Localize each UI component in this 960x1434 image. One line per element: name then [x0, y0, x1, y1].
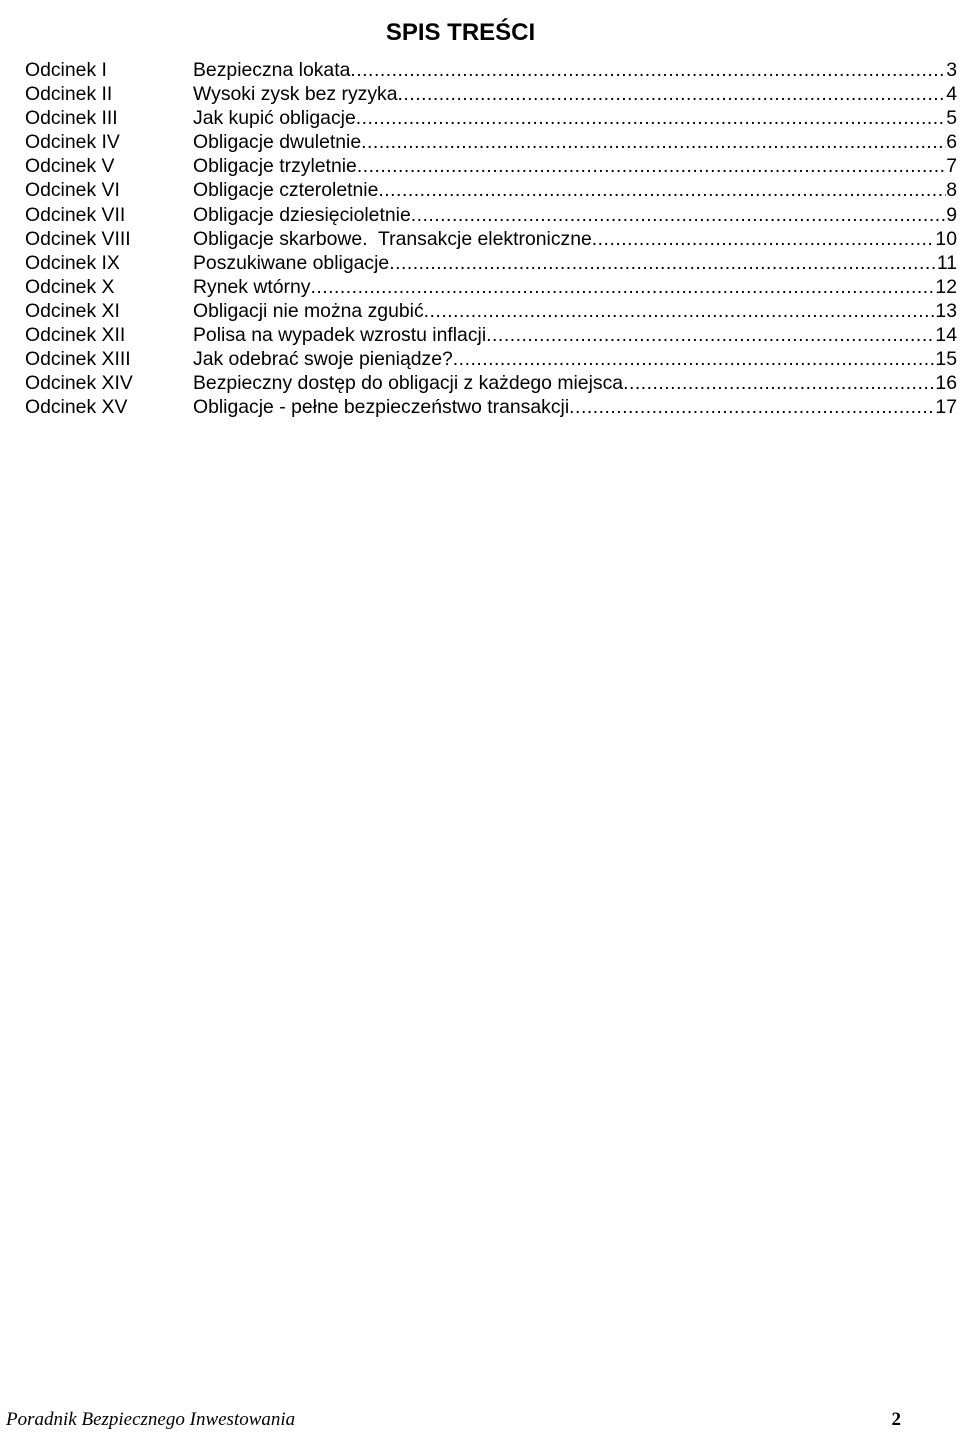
toc-row [25, 251, 957, 275]
toc-row [25, 275, 957, 299]
dot-leader [623, 371, 935, 395]
toc-row [25, 130, 957, 154]
toc-row [25, 323, 957, 347]
toc-chapter: Odcinek II [25, 83, 113, 106]
dot-leader [378, 178, 946, 202]
toc-chapter: Odcinek XV [25, 396, 128, 419]
toc-page-number: 10 [935, 227, 957, 250]
footer-publication-title: Poradnik Bezpiecznego Inwestowania [6, 1409, 296, 1430]
toc-chapter: Odcinek IX [25, 251, 120, 274]
toc-page-number: 13 [935, 299, 957, 322]
toc-page-number: 9 [946, 203, 957, 226]
page-footer [6, 1408, 901, 1432]
dot-leader [486, 323, 935, 347]
toc-page-number: 7 [946, 155, 957, 178]
toc-row [25, 227, 957, 251]
toc-page-number: 4 [946, 83, 957, 106]
toc-title: Obligacji nie można zgubić [193, 299, 424, 322]
toc-row [25, 58, 957, 82]
toc-chapter: Odcinek VI [25, 179, 120, 202]
toc-row [25, 299, 957, 323]
toc-chapter: Odcinek XIII [25, 348, 131, 371]
toc-page-number: 17 [935, 396, 957, 419]
dot-leader [411, 203, 946, 227]
toc-page-number: 12 [935, 275, 957, 298]
toc-page-number: 8 [946, 179, 957, 202]
toc-entry [193, 203, 957, 227]
toc-entry [193, 395, 957, 419]
dot-leader [361, 130, 946, 154]
toc-entry [193, 130, 957, 154]
toc-title: Obligacje dwuletnie [193, 131, 362, 154]
toc-chapter: Odcinek VIII [25, 227, 131, 250]
toc-page-number: 16 [935, 372, 957, 395]
toc-entry [193, 154, 957, 178]
toc-chapter: Odcinek VII [25, 203, 126, 226]
dot-leader [357, 154, 946, 178]
dot-leader [424, 299, 936, 323]
toc-entry [193, 275, 957, 299]
toc-entry [193, 371, 957, 395]
toc-title: Obligacje czteroletnie [193, 179, 379, 202]
toc-page-number: 6 [946, 131, 957, 154]
toc-chapter: Odcinek I [25, 59, 107, 81]
toc-row [25, 178, 957, 202]
dot-leader [389, 251, 937, 275]
toc-row [25, 371, 957, 395]
table-of-contents [25, 58, 957, 419]
toc-chapter: Odcinek XI [25, 299, 120, 322]
dot-leader [350, 58, 946, 82]
toc-entry [193, 82, 957, 106]
toc-entry [193, 251, 957, 275]
toc-entry [193, 227, 957, 251]
dot-leader [592, 227, 936, 251]
toc-title: Obligacje trzyletnie [193, 155, 357, 178]
toc-row [25, 154, 957, 178]
toc-chapter: Odcinek XIV [25, 372, 133, 395]
toc-title: Obligacje - pełne bezpieczeństwo transakcji [193, 396, 570, 419]
toc-title: Bezpieczny dostęp do obligacji z każdego miejsca [193, 372, 624, 395]
toc-title: Obligacje dziesięcioletnie [193, 203, 411, 226]
toc-page-number: 14 [935, 324, 957, 347]
toc-entry [193, 347, 957, 371]
toc-entry [193, 299, 957, 323]
toc-entry [193, 323, 957, 347]
toc-chapter: Odcinek XII [25, 324, 126, 347]
toc-page-number: 15 [935, 348, 957, 371]
toc-page-number: 3 [946, 59, 957, 81]
toc-chapter: Odcinek IV [25, 131, 120, 154]
toc-title: Jak kupić obligacje [193, 107, 356, 130]
toc-chapter: Odcinek III [25, 107, 118, 130]
toc-entry [193, 106, 957, 130]
dot-leader [453, 347, 936, 371]
toc-row [25, 395, 957, 419]
toc-title: Obligacje skarbowe. Transakcje elektroniczne [193, 227, 592, 250]
toc-entry [193, 178, 957, 202]
toc-title: Rynek wtórny [193, 275, 311, 298]
toc-entry [193, 58, 957, 82]
dot-leader [398, 82, 947, 106]
footer-page-number: 2 [891, 1409, 901, 1430]
toc-title: Jak odebrać swoje pieniądze? [193, 348, 453, 371]
toc-page-number: 5 [946, 107, 957, 130]
dot-leader [356, 106, 946, 130]
toc-row [25, 82, 957, 106]
toc-title: Poszukiwane obligacje [193, 251, 390, 274]
toc-row [25, 106, 957, 130]
toc-title: Polisa na wypadek wzrostu inflacji [193, 324, 487, 347]
toc-page-number: 11 [936, 251, 957, 274]
toc-row [25, 347, 957, 371]
toc-title: Bezpieczna lokata [193, 59, 351, 81]
dot-leader [569, 395, 935, 419]
toc-row [25, 203, 957, 227]
toc-chapter: Odcinek V [25, 155, 115, 178]
toc-title: Wysoki zysk bez ryzyka [193, 83, 398, 106]
page-title: SPIS TREŚCI [385, 19, 536, 47]
toc-chapter: Odcinek X [25, 275, 115, 298]
dot-leader [310, 275, 935, 299]
